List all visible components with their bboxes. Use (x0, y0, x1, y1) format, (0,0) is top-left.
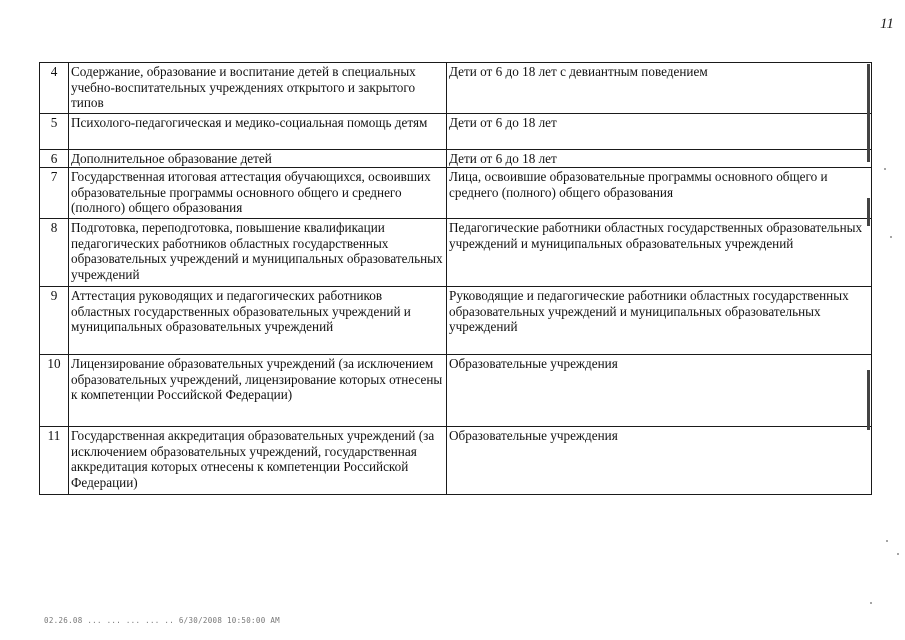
row-number: 7 (40, 168, 69, 219)
recipient-group: Дети от 6 до 18 лет с девиантным поведением (447, 63, 872, 114)
table-row (40, 287, 872, 355)
row-number: 11 (40, 427, 69, 495)
scan-speck (886, 540, 888, 542)
row-number: 6 (40, 150, 69, 168)
recipient-group: Образовательные учреждения (447, 427, 872, 495)
scan-edge-mark (867, 370, 870, 430)
fax-footer-line: 02.26.08 ... ... ... ... .. 6/30/2008 10:50:00 AM (44, 616, 280, 625)
recipient-group: Дети от 6 до 18 лет (447, 150, 872, 168)
service-name: Подготовка, переподготовка, повышение квалификации педагогических работников областных государственных образовательных учреждений и муниципальных образовательных учреждений (69, 219, 447, 287)
table-row (40, 168, 872, 219)
scan-edge-mark (867, 64, 870, 162)
scan-edge-mark (867, 198, 870, 226)
table-row (40, 150, 872, 168)
row-number: 10 (40, 355, 69, 427)
table-row (40, 355, 872, 427)
scan-speck (884, 168, 886, 170)
services-table (39, 62, 872, 495)
scan-speck (890, 236, 892, 238)
table-row (40, 63, 872, 114)
row-number: 5 (40, 114, 69, 150)
recipient-group: Лица, освоившие образовательные программы основного общего и среднего (полного) общего образования (447, 168, 872, 219)
scan-speck (897, 553, 899, 555)
recipient-group: Дети от 6 до 18 лет (447, 114, 872, 150)
service-name: Аттестация руководящих и педагогических работников областных государственных образовательных учреждений и муниципальных образовательных учреждений (69, 287, 447, 355)
service-name: Психолого-педагогическая и медико-социальная помощь детям (69, 114, 447, 150)
page-number: 11 (880, 16, 894, 32)
service-name: Лицензирование образовательных учреждений (за исключением образовательных учреждений, лицензирование которых отнесены к компетенции Российской Федерации) (69, 355, 447, 427)
recipient-group: Образовательные учреждения (447, 355, 872, 427)
table-row (40, 427, 872, 495)
table-row (40, 219, 872, 287)
scan-speck (870, 602, 872, 604)
service-name: Дополнительное образование детей (69, 150, 447, 168)
row-number: 8 (40, 219, 69, 287)
recipient-group: Педагогические работники областных государственных образовательных учреждений и муниципальных образовательных учреждений (447, 219, 872, 287)
row-number: 9 (40, 287, 69, 355)
row-number: 4 (40, 63, 69, 114)
recipient-group: Руководящие и педагогические работники областных государственных образовательных учреждений и муниципальных образовательных учреждений (447, 287, 872, 355)
service-name: Государственная итоговая аттестация обучающихся, освоивших образовательные программы основного общего и среднего (полного) общего образования (69, 168, 447, 219)
service-name: Содержание, образование и воспитание детей в специальных учебно-воспитательных учреждениях открытого и закрытого типов (69, 63, 447, 114)
table-row (40, 114, 872, 150)
service-name: Государственная аккредитация образовательных учреждений (за исключением образовательных учреждений, государственная аккредитация которых отнесены к компетенции Российской Федерации) (69, 427, 447, 495)
